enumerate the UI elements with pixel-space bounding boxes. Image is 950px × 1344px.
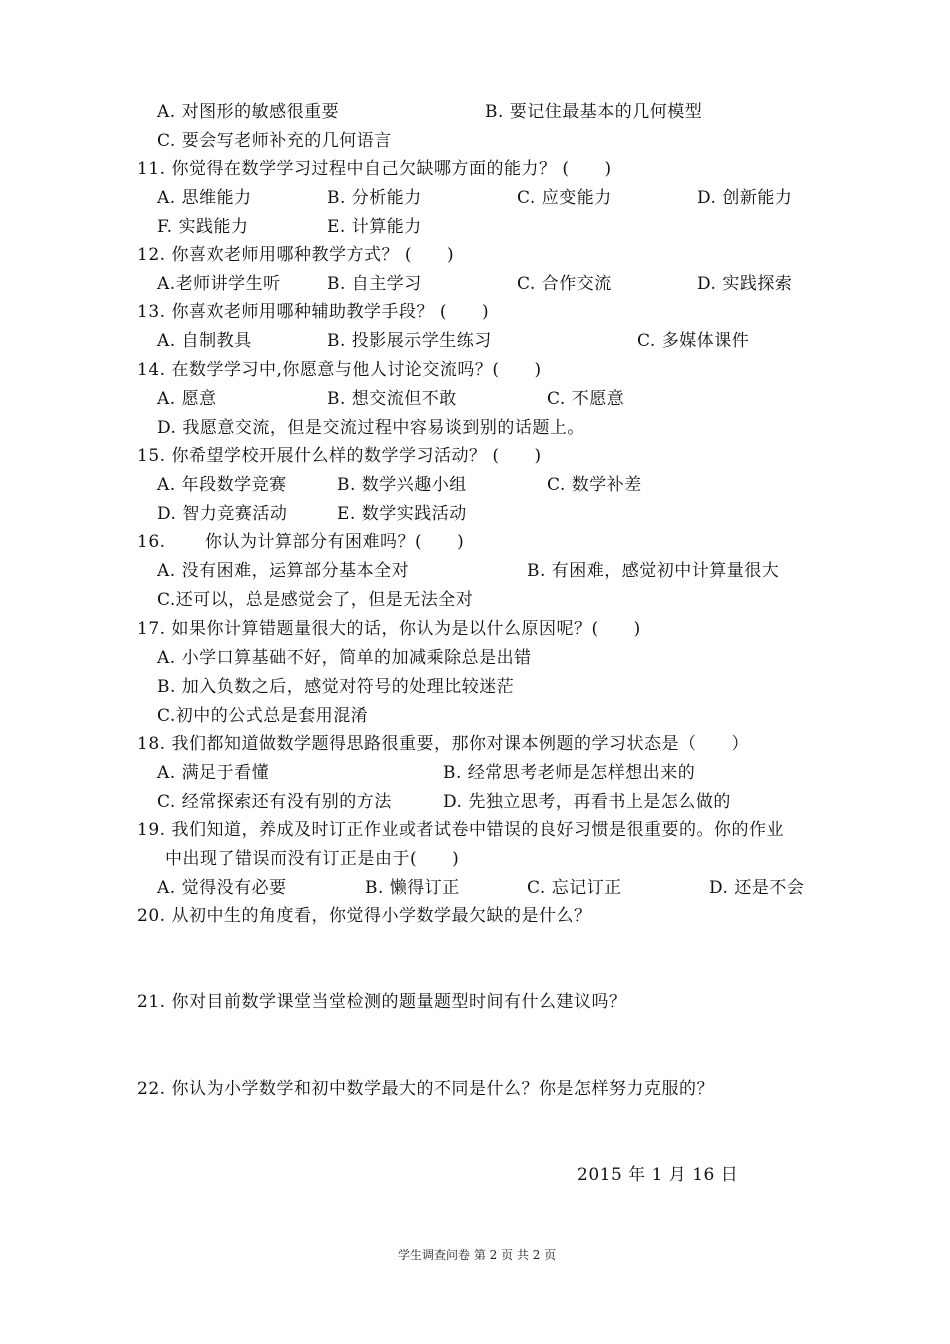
q12-option-c: C. 合作交流 — [517, 274, 612, 294]
q14-option-d: D. 我愿意交流，但是交流过程中容易谈到别的话题上。 — [157, 418, 585, 438]
q16-option-a: A. 没有困难，运算部分基本全对 — [157, 561, 410, 581]
q15-option-e: E. 数学实践活动 — [337, 504, 467, 524]
q18-option-a: A. 满足于看懂 — [157, 763, 270, 783]
q15-option-c: C. 数学补差 — [547, 475, 642, 495]
q18-option-d: D. 先独立思考，再看书上是怎么做的 — [443, 792, 731, 812]
q20-question: 20. 从初中生的角度看，你觉得小学数学最欠缺的是什么？ — [137, 906, 592, 926]
q10-option-a: A. 对图形的敏感很重要 — [157, 102, 340, 122]
q13-option-a: A. 自制教具 — [157, 331, 252, 351]
q12-option-b: B. 自主学习 — [327, 274, 422, 294]
q14-option-a: A. 愿意 — [157, 389, 217, 409]
q12-option-a: A.老师讲学生听 — [157, 274, 281, 294]
q11-option-e: E. 计算能力 — [327, 217, 422, 237]
q10-option-b: B. 要记住最基本的几何模型 — [485, 102, 703, 122]
q12-question: 12. 你喜欢老师用哪种教学方式？ ( ) — [137, 245, 455, 265]
date-line: 2015 年 1 月 16 日 — [577, 1165, 739, 1185]
q18-option-c: C. 经常探索还有没有别的方法 — [157, 792, 392, 812]
q19-option-a: A. 觉得没有必要 — [157, 878, 287, 898]
q11-option-c: C. 应变能力 — [517, 188, 612, 208]
q12-option-d: D. 实践探索 — [697, 274, 793, 294]
q15-option-b: B. 数学兴趣小组 — [337, 475, 467, 495]
q11-option-a: A. 思维能力 — [157, 188, 252, 208]
q10-option-c: C. 要会写老师补充的几何语言 — [157, 131, 392, 151]
q19-question-line2: 中出现了错误而没有订正是由于( ) — [165, 849, 460, 869]
q15-question: 15. 你希望学校开展什么样的数学学习活动？ ( ) — [137, 446, 542, 466]
q19-question-line1: 19. 我们知道，养成及时订正作业或者试卷中错误的良好习惯是很重要的。你的作业 — [137, 820, 784, 840]
q18-option-b: B. 经常思考老师是怎样想出来的 — [443, 763, 696, 783]
q22-question: 22. 你认为小学数学和初中数学最大的不同是什么？你是怎样努力克服的？ — [137, 1079, 714, 1099]
q19-option-b: B. 懒得订正 — [365, 878, 460, 898]
q19-option-c: C. 忘记订正 — [527, 878, 622, 898]
q13-option-b: B. 投影展示学生练习 — [327, 331, 492, 351]
q19-option-d: D. 还是不会 — [709, 878, 805, 898]
q17-option-a: A. 小学口算基础不好，简单的加减乘除总是出错 — [157, 648, 532, 668]
q11-option-f: F. 实践能力 — [157, 217, 249, 237]
q18-question: 18. 我们都知道做数学题得思路很重要，那你对课本例题的学习状态是（ ） — [137, 734, 749, 754]
q14-option-c: C. 不愿意 — [547, 389, 625, 409]
q17-question: 17. 如果你计算错题量很大的话，你认为是以什么原因呢？( ) — [137, 619, 641, 639]
q14-option-b: B. 想交流但不敢 — [327, 389, 457, 409]
q17-option-b: B. 加入负数之后，感觉对符号的处理比较迷茫 — [157, 677, 515, 697]
q11-option-b: B. 分析能力 — [327, 188, 422, 208]
q17-option-c: C.初中的公式总是套用混淆 — [157, 706, 369, 726]
q15-option-a: A. 年段数学竞赛 — [157, 475, 287, 495]
q16-number: 16. — [137, 532, 166, 552]
q21-question: 21. 你对目前数学课堂当堂检测的题量题型时间有什么建议吗？ — [137, 992, 627, 1012]
q16-question: 你认为计算部分有困难吗？( ) — [205, 532, 465, 552]
q15-option-d: D. 智力竞赛活动 — [157, 504, 288, 524]
q11-option-d: D. 创新能力 — [697, 188, 793, 208]
q16-option-c: C.还可以，总是感觉会了，但是无法全对 — [157, 590, 474, 610]
q11-question: 11. 你觉得在数学学习过程中自己欠缺哪方面的能力？ ( ) — [137, 159, 612, 179]
page-footer: 学生调查问卷 第 2 页 共 2 页 — [398, 1248, 557, 1262]
q13-question: 13. 你喜欢老师用哪种辅助教学手段？ ( ) — [137, 302, 490, 322]
q16-option-b: B. 有困难，感觉初中计算量很大 — [527, 561, 780, 581]
q14-question: 14. 在数学学习中,你愿意与他人讨论交流吗？( ) — [137, 360, 542, 380]
q13-option-c: C. 多媒体课件 — [637, 331, 750, 351]
